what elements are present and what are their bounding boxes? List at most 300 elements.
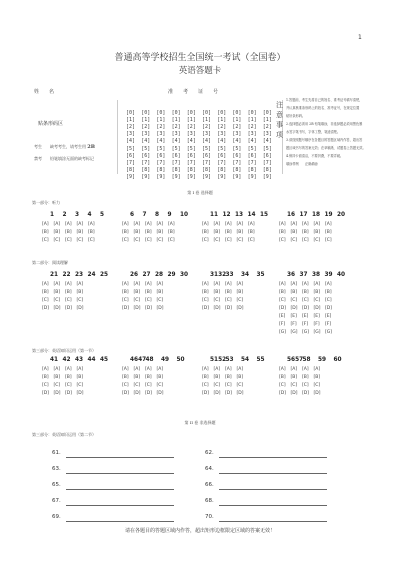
answer-option-bubble[interactable]: [B] — [313, 375, 321, 380]
exam-digit-bubble[interactable]: [5] — [171, 145, 181, 152]
answer-option-bubble[interactable]: [A] — [42, 222, 49, 227]
answer-option-bubble[interactable]: [B] — [133, 375, 141, 380]
answer-option-bubble[interactable]: [A] — [290, 367, 298, 372]
answer-option-bubble[interactable]: [A] — [279, 367, 286, 372]
answer-option-bubble[interactable]: [C] — [133, 238, 141, 243]
answer-option-bubble[interactable]: [B] — [213, 375, 221, 380]
exam-digit-bubble[interactable]: [4] — [247, 138, 257, 145]
exam-digit-bubble[interactable]: [7] — [217, 159, 227, 166]
answer-option-bubble[interactable]: [A] — [225, 222, 232, 227]
answer-option-bubble[interactable]: [A] — [53, 222, 61, 227]
answer-option-bubble[interactable]: [A] — [133, 282, 141, 287]
exam-digit-bubble[interactable]: [3] — [247, 131, 257, 138]
answer-option-bubble[interactable]: [A] — [88, 222, 95, 227]
exam-digit-bubble[interactable]: [2] — [156, 124, 166, 131]
answer-line[interactable] — [219, 473, 327, 474]
answer-option-bubble[interactable]: [A] — [133, 367, 141, 372]
answer-option-bubble[interactable]: [E] — [313, 314, 320, 319]
answer-option-bubble[interactable]: [B] — [225, 230, 232, 235]
exam-digit-bubble[interactable]: [3] — [232, 131, 242, 138]
answer-option-bubble[interactable]: [B] — [145, 375, 152, 380]
exam-digit-bubble[interactable]: [6] — [202, 152, 212, 159]
answer-option-bubble[interactable]: [A] — [302, 222, 309, 227]
answer-option-bubble[interactable]: [C] — [76, 238, 84, 243]
exam-digit-bubble[interactable]: [1] — [126, 117, 136, 124]
answer-option-bubble[interactable]: [A] — [213, 282, 221, 287]
answer-option-bubble[interactable]: [D] — [53, 306, 61, 311]
exam-digit-bubble[interactable]: [9] — [126, 173, 136, 180]
answer-option-bubble[interactable]: [B] — [133, 230, 141, 235]
answer-option-bubble[interactable]: [C] — [290, 383, 298, 388]
exam-digit-bubble[interactable]: [8] — [126, 166, 136, 173]
exam-digit-bubble[interactable]: [5] — [141, 145, 151, 152]
exam-digit-bubble[interactable]: [9] — [217, 173, 227, 180]
answer-option-bubble[interactable]: [B] — [42, 375, 49, 380]
answer-option-bubble[interactable]: [A] — [122, 282, 129, 287]
exam-digit-bubble[interactable]: [1] — [217, 117, 227, 124]
exam-digit-bubble[interactable]: [8] — [186, 166, 196, 173]
answer-option-bubble[interactable]: [A] — [236, 282, 244, 287]
answer-option-bubble[interactable]: [C] — [202, 298, 209, 303]
answer-option-bubble[interactable]: [D] — [202, 391, 209, 396]
answer-option-bubble[interactable]: [B] — [122, 375, 129, 380]
exam-digit-bubble[interactable]: [1] — [232, 117, 242, 124]
answer-option-bubble[interactable]: [C] — [213, 383, 221, 388]
answer-option-bubble[interactable]: [C] — [248, 238, 255, 243]
exam-digit-bubble[interactable]: [5] — [126, 145, 136, 152]
answer-option-bubble[interactable]: [C] — [122, 298, 129, 303]
answer-option-bubble[interactable]: [A] — [313, 367, 321, 372]
answer-option-bubble[interactable]: [C] — [313, 383, 321, 388]
answer-option-bubble[interactable]: [C] — [42, 383, 49, 388]
answer-option-bubble[interactable]: [A] — [65, 282, 72, 287]
answer-option-bubble[interactable]: [A] — [290, 282, 298, 287]
answer-option-bubble[interactable]: [C] — [168, 238, 175, 243]
answer-option-bubble[interactable]: [A] — [76, 282, 84, 287]
exam-digit-bubble[interactable]: [4] — [262, 138, 272, 145]
exam-digit-bubble[interactable]: [3] — [217, 131, 227, 138]
answer-option-bubble[interactable]: [B] — [88, 230, 95, 235]
answer-option-bubble[interactable]: [A] — [290, 222, 298, 227]
answer-option-bubble[interactable]: [B] — [202, 230, 209, 235]
answer-option-bubble[interactable]: [C] — [42, 238, 49, 243]
exam-digit-bubble[interactable]: [9] — [156, 173, 166, 180]
answer-option-bubble[interactable]: [B] — [279, 290, 286, 295]
answer-option-bubble[interactable]: [B] — [76, 375, 84, 380]
answer-option-bubble[interactable]: [B] — [156, 290, 164, 295]
answer-option-bubble[interactable]: [D] — [145, 306, 152, 311]
answer-option-bubble[interactable]: [C] — [76, 383, 84, 388]
exam-digit-bubble[interactable]: [2] — [126, 124, 136, 131]
exam-digit-bubble[interactable]: [0] — [141, 110, 151, 116]
exam-digit-bubble[interactable]: [6] — [217, 152, 227, 159]
answer-option-bubble[interactable]: [A] — [145, 282, 152, 287]
answer-option-bubble[interactable]: [C] — [202, 238, 209, 243]
answer-option-bubble[interactable]: [D] — [156, 306, 164, 311]
exam-digit-bubble[interactable]: [8] — [202, 166, 212, 173]
answer-option-bubble[interactable]: [G] — [313, 330, 321, 335]
exam-digit-bubble[interactable]: [4] — [202, 138, 212, 145]
answer-option-bubble[interactable]: [D] — [133, 391, 141, 396]
answer-option-bubble[interactable]: [A] — [156, 282, 164, 287]
answer-option-bubble[interactable]: [B] — [42, 230, 49, 235]
exam-digit-bubble[interactable]: [3] — [202, 131, 212, 138]
answer-option-bubble[interactable]: [C] — [302, 298, 309, 303]
answer-option-bubble[interactable]: [D] — [133, 306, 141, 311]
answer-option-bubble[interactable]: [B] — [65, 375, 72, 380]
exam-digit-bubble[interactable]: [4] — [126, 138, 136, 145]
answer-option-bubble[interactable]: [F] — [279, 322, 286, 327]
answer-option-bubble[interactable]: [B] — [290, 230, 298, 235]
answer-option-bubble[interactable]: [D] — [302, 306, 309, 311]
answer-option-bubble[interactable]: [C] — [133, 383, 141, 388]
exam-digit-bubble[interactable]: [7] — [202, 159, 212, 166]
answer-option-bubble[interactable]: [B] — [145, 230, 152, 235]
exam-digit-bubble[interactable]: [8] — [156, 166, 166, 173]
answer-option-bubble[interactable]: [E] — [290, 314, 297, 319]
exam-digit-bubble[interactable]: [2] — [232, 124, 242, 131]
answer-option-bubble[interactable]: [C] — [325, 238, 332, 243]
answer-option-bubble[interactable]: [A] — [156, 222, 164, 227]
answer-option-bubble[interactable]: [D] — [302, 391, 309, 396]
exam-digit-bubble[interactable]: [8] — [141, 166, 151, 173]
answer-option-bubble[interactable]: [D] — [290, 391, 298, 396]
answer-option-bubble[interactable]: [F] — [302, 322, 309, 327]
answer-option-bubble[interactable]: [B] — [302, 290, 309, 295]
answer-option-bubble[interactable]: [B] — [325, 290, 332, 295]
answer-option-bubble[interactable]: [C] — [145, 383, 152, 388]
exam-digit-bubble[interactable]: [9] — [186, 173, 196, 180]
answer-option-bubble[interactable]: [D] — [290, 306, 298, 311]
answer-option-bubble[interactable]: [B] — [225, 375, 232, 380]
answer-option-bubble[interactable]: [A] — [122, 367, 129, 372]
answer-option-bubble[interactable]: [A] — [279, 282, 286, 287]
answer-option-bubble[interactable]: [C] — [236, 298, 244, 303]
exam-digit-bubble[interactable]: [0] — [171, 110, 181, 116]
exam-digit-bubble[interactable]: [3] — [262, 131, 272, 138]
answer-option-bubble[interactable]: [A] — [213, 222, 221, 227]
answer-option-bubble[interactable]: [G] — [279, 330, 286, 335]
answer-option-bubble[interactable]: [A] — [76, 222, 84, 227]
answer-option-bubble[interactable]: [B] — [53, 375, 61, 380]
answer-option-bubble[interactable]: [C] — [156, 383, 164, 388]
exam-digit-bubble[interactable]: [4] — [186, 138, 196, 145]
exam-digit-bubble[interactable]: [6] — [247, 152, 257, 159]
answer-option-bubble[interactable]: [A] — [279, 222, 286, 227]
exam-digit-bubble[interactable]: [6] — [186, 152, 196, 159]
answer-option-bubble[interactable]: [D] — [122, 391, 129, 396]
answer-option-bubble[interactable]: [A] — [202, 222, 209, 227]
answer-option-bubble[interactable]: [G] — [325, 330, 332, 335]
answer-line[interactable] — [219, 505, 327, 506]
answer-option-bubble[interactable]: [D] — [225, 306, 232, 311]
exam-digit-bubble[interactable]: [4] — [171, 138, 181, 145]
exam-digit-bubble[interactable]: [0] — [156, 110, 166, 116]
exam-digit-bubble[interactable]: [9] — [247, 173, 257, 180]
exam-digit-bubble[interactable]: [4] — [232, 138, 242, 145]
answer-option-bubble[interactable]: [B] — [213, 290, 221, 295]
answer-option-bubble[interactable]: [A] — [225, 282, 232, 287]
answer-option-bubble[interactable]: [B] — [236, 375, 244, 380]
answer-option-bubble[interactable]: [F] — [313, 322, 320, 327]
answer-option-bubble[interactable]: [B] — [76, 230, 84, 235]
answer-option-bubble[interactable]: [C] — [122, 383, 129, 388]
answer-option-bubble[interactable]: [A] — [122, 222, 129, 227]
answer-option-bubble[interactable]: [B] — [302, 375, 309, 380]
exam-digit-bubble[interactable]: [6] — [262, 152, 272, 159]
exam-digit-bubble[interactable]: [6] — [126, 152, 136, 159]
answer-option-bubble[interactable]: [C] — [279, 238, 286, 243]
answer-option-bubble[interactable]: [D] — [53, 391, 61, 396]
answer-option-bubble[interactable]: [C] — [133, 298, 141, 303]
answer-option-bubble[interactable]: [E] — [302, 314, 309, 319]
answer-option-bubble[interactable]: [B] — [248, 230, 255, 235]
answer-option-bubble[interactable]: [B] — [65, 290, 72, 295]
answer-option-bubble[interactable]: [C] — [145, 298, 152, 303]
answer-line[interactable] — [66, 489, 174, 490]
answer-option-bubble[interactable]: [B] — [156, 375, 164, 380]
answer-option-bubble[interactable]: [A] — [42, 367, 49, 372]
answer-option-bubble[interactable]: [B] — [42, 290, 49, 295]
exam-digit-bubble[interactable]: [1] — [156, 117, 166, 124]
answer-option-bubble[interactable]: [B] — [145, 290, 152, 295]
answer-option-bubble[interactable]: [C] — [313, 298, 321, 303]
answer-option-bubble[interactable]: [C] — [225, 383, 232, 388]
exam-digit-bubble[interactable]: [0] — [126, 110, 136, 116]
answer-option-bubble[interactable]: [C] — [65, 298, 72, 303]
answer-option-bubble[interactable]: [D] — [65, 306, 72, 311]
exam-digit-bubble[interactable]: [3] — [141, 131, 151, 138]
exam-digit-bubble[interactable]: [6] — [156, 152, 166, 159]
answer-option-bubble[interactable]: [D] — [279, 306, 286, 311]
exam-digit-bubble[interactable]: [2] — [247, 124, 257, 131]
answer-option-bubble[interactable]: [C] — [202, 383, 209, 388]
answer-option-bubble[interactable]: [D] — [325, 306, 332, 311]
answer-option-bubble[interactable]: [C] — [213, 298, 221, 303]
exam-digit-bubble[interactable]: [0] — [217, 110, 227, 116]
answer-option-bubble[interactable]: [A] — [168, 222, 175, 227]
exam-digit-bubble[interactable]: [4] — [141, 138, 151, 145]
answer-option-bubble[interactable]: [A] — [236, 222, 244, 227]
answer-option-bubble[interactable]: [A] — [225, 367, 232, 372]
answer-option-bubble[interactable]: [C] — [53, 298, 61, 303]
exam-digit-bubble[interactable]: [6] — [141, 152, 151, 159]
exam-digit-bubble[interactable]: [3] — [126, 131, 136, 138]
answer-option-bubble[interactable]: [C] — [313, 238, 321, 243]
exam-digit-bubble[interactable]: [4] — [156, 138, 166, 145]
answer-option-bubble[interactable]: [F] — [290, 322, 297, 327]
exam-digit-bubble[interactable]: [5] — [202, 145, 212, 152]
answer-option-bubble[interactable]: [A] — [42, 282, 49, 287]
exam-digit-bubble[interactable]: [1] — [186, 117, 196, 124]
exam-digit-bubble[interactable]: [2] — [217, 124, 227, 131]
exam-digit-bubble[interactable]: [1] — [247, 117, 257, 124]
exam-digit-bubble[interactable]: [9] — [202, 173, 212, 180]
answer-line[interactable] — [66, 457, 174, 458]
exam-digit-bubble[interactable]: [9] — [262, 173, 272, 180]
answer-option-bubble[interactable]: [E] — [325, 314, 332, 319]
answer-option-bubble[interactable]: [A] — [202, 282, 209, 287]
exam-digit-bubble[interactable]: [3] — [156, 131, 166, 138]
answer-line[interactable] — [219, 457, 327, 458]
answer-option-bubble[interactable]: [B] — [325, 230, 332, 235]
answer-option-bubble[interactable]: [D] — [76, 306, 84, 311]
answer-option-bubble[interactable]: [C] — [53, 383, 61, 388]
exam-digit-bubble[interactable]: [7] — [156, 159, 166, 166]
answer-option-bubble[interactable]: [C] — [213, 238, 221, 243]
answer-option-bubble[interactable]: [D] — [202, 306, 209, 311]
exam-digit-bubble[interactable]: [6] — [232, 152, 242, 159]
answer-option-bubble[interactable]: [C] — [156, 298, 164, 303]
exam-digit-bubble[interactable]: [7] — [141, 159, 151, 166]
exam-digit-bubble[interactable]: [2] — [186, 124, 196, 131]
answer-option-bubble[interactable]: [A] — [145, 367, 152, 372]
answer-line[interactable] — [66, 505, 174, 506]
answer-option-bubble[interactable]: [C] — [279, 298, 286, 303]
answer-option-bubble[interactable]: [C] — [225, 238, 232, 243]
exam-digit-bubble[interactable]: [5] — [156, 145, 166, 152]
answer-option-bubble[interactable]: [B] — [313, 290, 321, 295]
exam-digit-bubble[interactable]: [6] — [171, 152, 181, 159]
answer-option-bubble[interactable]: [A] — [313, 222, 321, 227]
exam-digit-bubble[interactable]: [1] — [202, 117, 212, 124]
exam-digit-bubble[interactable]: [5] — [232, 145, 242, 152]
answer-option-bubble[interactable]: [D] — [313, 306, 321, 311]
exam-digit-bubble[interactable]: [1] — [171, 117, 181, 124]
answer-option-bubble[interactable]: [A] — [65, 222, 72, 227]
answer-option-bubble[interactable]: [G] — [302, 330, 309, 335]
answer-line[interactable] — [66, 473, 174, 474]
answer-option-bubble[interactable]: [A] — [202, 367, 209, 372]
answer-option-bubble[interactable]: [A] — [313, 282, 321, 287]
answer-option-bubble[interactable]: [C] — [290, 238, 298, 243]
answer-option-bubble[interactable]: [D] — [236, 306, 244, 311]
answer-option-bubble[interactable]: [A] — [133, 222, 141, 227]
exam-digit-bubble[interactable]: [7] — [186, 159, 196, 166]
answer-line[interactable] — [66, 521, 174, 522]
answer-option-bubble[interactable]: [B] — [122, 290, 129, 295]
answer-option-bubble[interactable]: [C] — [236, 238, 244, 243]
answer-option-bubble[interactable]: [B] — [133, 290, 141, 295]
answer-option-bubble[interactable]: [B] — [225, 290, 232, 295]
exam-digit-bubble[interactable]: [0] — [186, 110, 196, 116]
answer-option-bubble[interactable]: [D] — [225, 391, 232, 396]
answer-option-bubble[interactable]: [B] — [168, 230, 175, 235]
answer-option-bubble[interactable]: [B] — [313, 230, 321, 235]
answer-option-bubble[interactable]: [A] — [302, 367, 309, 372]
exam-digit-bubble[interactable]: [1] — [141, 117, 151, 124]
answer-option-bubble[interactable]: [B] — [122, 230, 129, 235]
answer-option-bubble[interactable]: [B] — [202, 375, 209, 380]
answer-option-bubble[interactable]: [A] — [53, 367, 61, 372]
exam-digit-bubble[interactable]: [0] — [247, 110, 257, 116]
answer-option-bubble[interactable]: [D] — [313, 391, 321, 396]
exam-digit-bubble[interactable]: [0] — [262, 110, 272, 116]
answer-option-bubble[interactable]: [D] — [279, 391, 286, 396]
answer-option-bubble[interactable]: [C] — [325, 298, 332, 303]
exam-digit-bubble[interactable]: [2] — [202, 124, 212, 131]
exam-digit-bubble[interactable]: [8] — [217, 166, 227, 173]
answer-option-bubble[interactable]: [A] — [302, 282, 309, 287]
answer-option-bubble[interactable]: [B] — [53, 230, 61, 235]
exam-digit-bubble[interactable]: [3] — [171, 131, 181, 138]
answer-option-bubble[interactable]: [C] — [65, 383, 72, 388]
answer-line[interactable] — [219, 521, 327, 522]
exam-digit-bubble[interactable]: [9] — [141, 173, 151, 180]
answer-option-bubble[interactable]: [D] — [76, 391, 84, 396]
exam-digit-bubble[interactable]: [1] — [262, 117, 272, 124]
answer-option-bubble[interactable]: [C] — [302, 383, 309, 388]
exam-digit-bubble[interactable]: [8] — [247, 166, 257, 173]
answer-option-bubble[interactable]: [C] — [65, 238, 72, 243]
exam-digit-bubble[interactable]: [9] — [232, 173, 242, 180]
answer-option-bubble[interactable]: [B] — [290, 290, 298, 295]
answer-option-bubble[interactable]: [F] — [325, 322, 332, 327]
exam-digit-bubble[interactable]: [3] — [186, 131, 196, 138]
answer-option-bubble[interactable]: [D] — [42, 391, 49, 396]
answer-option-bubble[interactable]: [C] — [42, 298, 49, 303]
answer-option-bubble[interactable]: [B] — [236, 230, 244, 235]
answer-option-bubble[interactable]: [C] — [122, 238, 129, 243]
exam-digit-bubble[interactable]: [0] — [202, 110, 212, 116]
answer-option-bubble[interactable]: [B] — [302, 230, 309, 235]
answer-option-bubble[interactable]: [B] — [236, 290, 244, 295]
answer-option-bubble[interactable]: [A] — [325, 282, 332, 287]
answer-option-bubble[interactable]: [C] — [225, 298, 232, 303]
answer-option-bubble[interactable]: [C] — [53, 238, 61, 243]
answer-option-bubble[interactable]: [E] — [279, 314, 286, 319]
answer-option-bubble[interactable]: [D] — [213, 306, 221, 311]
exam-digit-bubble[interactable]: [4] — [217, 138, 227, 145]
exam-digit-bubble[interactable]: [7] — [262, 159, 272, 166]
answer-option-bubble[interactable]: [A] — [213, 367, 221, 372]
exam-digit-bubble[interactable]: [8] — [262, 166, 272, 173]
answer-option-bubble[interactable]: [G] — [290, 330, 298, 335]
answer-option-bubble[interactable]: [D] — [236, 391, 244, 396]
answer-option-bubble[interactable]: [A] — [248, 222, 255, 227]
answer-option-bubble[interactable]: [A] — [156, 367, 164, 372]
answer-option-bubble[interactable]: [D] — [145, 391, 152, 396]
answer-option-bubble[interactable]: [C] — [156, 238, 164, 243]
answer-option-bubble[interactable]: [C] — [76, 298, 84, 303]
answer-option-bubble[interactable]: [A] — [236, 367, 244, 372]
exam-digit-bubble[interactable]: [5] — [186, 145, 196, 152]
exam-digit-bubble[interactable]: [8] — [232, 166, 242, 173]
answer-option-bubble[interactable]: [D] — [42, 306, 49, 311]
answer-option-bubble[interactable]: [B] — [290, 375, 298, 380]
answer-option-bubble[interactable]: [B] — [279, 230, 286, 235]
answer-option-bubble[interactable]: [B] — [279, 375, 286, 380]
answer-option-bubble[interactable]: [B] — [53, 290, 61, 295]
exam-digit-bubble[interactable]: [2] — [141, 124, 151, 131]
exam-digit-bubble[interactable]: [5] — [217, 145, 227, 152]
exam-digit-bubble[interactable]: [7] — [232, 159, 242, 166]
answer-option-bubble[interactable]: [A] — [65, 367, 72, 372]
answer-line[interactable] — [219, 489, 327, 490]
answer-option-bubble[interactable]: [C] — [302, 238, 309, 243]
answer-option-bubble[interactable]: [B] — [76, 290, 84, 295]
answer-option-bubble[interactable]: [B] — [202, 290, 209, 295]
answer-option-bubble[interactable]: [D] — [122, 306, 129, 311]
answer-option-bubble[interactable]: [A] — [145, 222, 152, 227]
answer-option-bubble[interactable]: [C] — [145, 238, 152, 243]
exam-digit-bubble[interactable]: [5] — [247, 145, 257, 152]
answer-option-bubble[interactable]: [D] — [156, 391, 164, 396]
exam-digit-bubble[interactable]: [9] — [171, 173, 181, 180]
answer-option-bubble[interactable]: [B] — [65, 230, 72, 235]
answer-option-bubble[interactable]: [A] — [325, 222, 332, 227]
exam-digit-bubble[interactable]: [0] — [232, 110, 242, 116]
